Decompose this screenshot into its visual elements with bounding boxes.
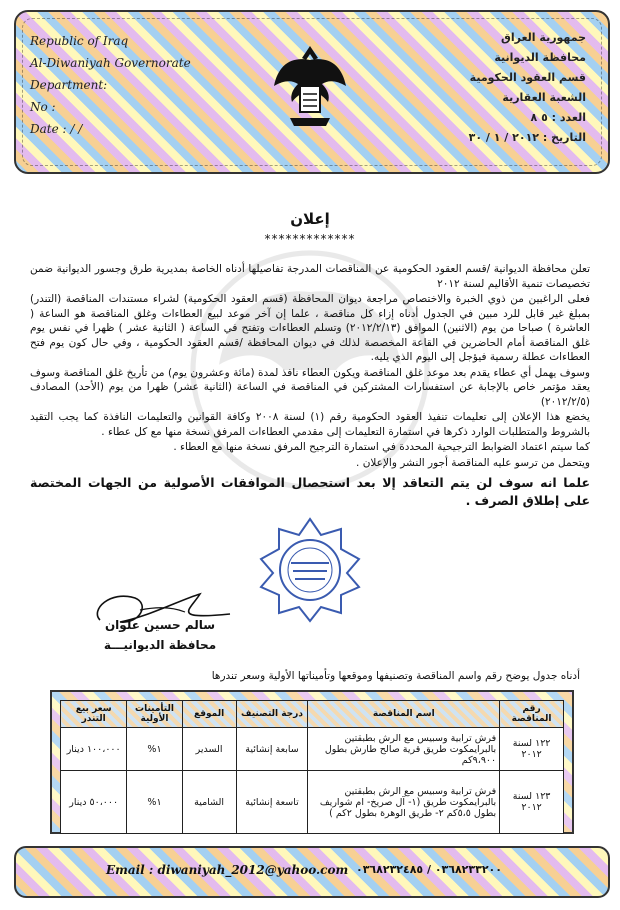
footer-phone: ٠٣٦٨٢٣٣٢٠٠ / ٠٣٦٨٢٣٢٤٨٥: [356, 863, 502, 876]
column-header: درجة التصنيف: [236, 701, 308, 728]
header-right-line: محافظة الديوانية: [494, 51, 586, 64]
table-cell: ٥٠،٠٠٠ دينار: [61, 771, 127, 834]
tender-table: [60, 700, 564, 834]
body-paragraph: كما سيتم اعتماد الضوابط الترجيحية المحددة في استمارة الترجيح المرفق نسخة منها مع العطاء .: [173, 441, 590, 453]
body-paragraph: وسوف يهمل أي عطاء يقدم بعد موعد غلق المناقصة ويكون العطاء نافذ لمدة (مائة وعشرون يوم) من تأريخ غلق المناقصة وسوف يعقد مؤتمر خاص بالإجابة عن استفسارات المشتركين في المناقصة في الساعة (الثانية عشر) ظهرا من يوم (الأحد) المصادف (٢٠١٢/٢/٥): [30, 366, 590, 408]
letterhead-arabic: [469, 28, 586, 148]
table-cell: ١٢٢ لسنة ٢٠١٢: [500, 728, 564, 771]
table-cell: سابعة إنشائية: [236, 728, 308, 771]
footer-banner: [14, 846, 610, 898]
header-right-line: جمهورية العراق: [501, 31, 586, 44]
table-cell: الشامية: [182, 771, 236, 834]
body-paragraph: تعلن محافظة الديوانية /قسم العقود الحكومية عن المناقصات المدرجة تفاصيلها أدناه الخاصة بمديرية طرق وجسور الديوانية ضمن تخصيصات تنمية الأقاليم لسنة ٢٠١٢: [30, 263, 590, 290]
header-left-line: Al-Diwaniyah Governorate: [30, 56, 191, 70]
table-cell: ١%: [127, 771, 182, 834]
table-cell: ١%: [127, 728, 182, 771]
signatory-name: سالم حسين علوان: [104, 618, 216, 632]
announcement-title: إعلان: [290, 210, 330, 228]
header-left-line: Department:: [30, 78, 108, 92]
letterhead-english: [30, 30, 191, 140]
tender-table-frame: [50, 690, 574, 834]
body-paragraph: ويتحمل من ترسو عليه المناقصة أجور النشر والإعلان .: [356, 456, 590, 469]
table-caption: أدناه جدول يوضح رقم واسم المناقصة وتصنيفها وموقعها وتأميناتها الأولية وسعر تندرها: [211, 670, 580, 682]
table-cell: تاسعة إنشائية: [236, 771, 308, 834]
header-right-line: الشعبة العقارية: [502, 91, 586, 104]
column-header: التأمينات الأولية: [127, 701, 182, 728]
table-header-row: [61, 701, 564, 728]
header-right-line: التاريخ : ٢٠١٢ / ١ / ٣٠: [468, 131, 586, 144]
table-cell: ١٠٠،٠٠٠ دينار: [61, 728, 127, 771]
column-header: رقم المناقصة: [500, 701, 564, 728]
table-row: [61, 728, 564, 771]
table-cell: فرش ترابية وسبيس مع الرش بطبقتين بالبرايمكوت طريق قرية صالح طارش بطول ٩،٩٠٠كم: [308, 728, 500, 771]
column-header: اسم المناقصة: [308, 701, 500, 728]
signatory-title: محافظة الديوانيـــة: [103, 638, 217, 652]
title-stars: *************: [264, 232, 356, 246]
table-row: [61, 771, 564, 834]
footer-email: Email : diwaniyah_2012@yahoo.com: [106, 863, 349, 877]
bold-note: علما انه سوف لن يتم التعاقد إلا بعد استحصال الموافقات الأصولية من الجهات المختصة على إطلاق الصرف .: [30, 475, 590, 508]
table-cell: ١٢٣ لسنة ٢٠١٢: [500, 771, 564, 834]
body-paragraph: يخضع هذا الإعلان إلى تعليمات تنفيذ العقود الحكومية رقم (١) لسنة ٢٠٠٨ وكافة القوانين والتعليمات النافذة كما يجب التقيد بالشروط والمتطلبات الوارد ذكرها في استمارة التعليمات إلى مقدمي العطاءات المرفق نسخة منها مع كل عطاء .: [30, 411, 590, 438]
header-right-line: قسم العقود الحكومية: [469, 71, 586, 84]
signatory-block: [100, 615, 220, 655]
body-paragraph: فعلى الراغبين من ذوي الخبرة والاختصاص مراجعة ديوان المحافظة (قسم العقود الحكومية) لشراء مستندات المناقصة (التندر) بمبلغ غير قابل للرد مبين في الجدول أدناه إزاء كل مناقصة ، علما إن آخر موعد لبيع العطاءات وغلق المناقصة هو الساعة ( العاشرة ) صباحا من يوم (الاثنين) الموافق (٢٠١٢/٢/١٣) وتسلم العطاءات وتفتح في الساعة ( الثانية عشر ) ظهرا في نفس يوم غلق المناقصة أمام الحاضرين في القاعة المخصصة لذلك في ديوان المحافظة /قسم العقود الحكومية ، وفي حال كون يوم فتح العطاءات عطلة رسمية فيؤجل إلى اليوم الذي يليه.: [30, 293, 590, 363]
column-header: الموقع: [182, 701, 236, 728]
announcement-body: [30, 262, 590, 511]
header-left-line: Republic of Iraq: [30, 34, 129, 48]
header-left-line: Date : / /: [30, 122, 83, 136]
header-left-line: No :: [30, 100, 56, 114]
eagle-emblem-icon: [270, 36, 350, 136]
header-right-line: العدد : ٥ ٨: [530, 111, 586, 124]
table-cell: السدير: [182, 728, 236, 771]
table-cell: فرش ترابية وسبيس مع الرش بطبقتين بالبرايمكوت طريق (١- آل صريخ- ام شواريف بطول ٥،٥كم ٢- طريق الوهرة بطول ٢كم ): [308, 771, 500, 834]
column-header: سعر بيع التندر: [61, 701, 127, 728]
